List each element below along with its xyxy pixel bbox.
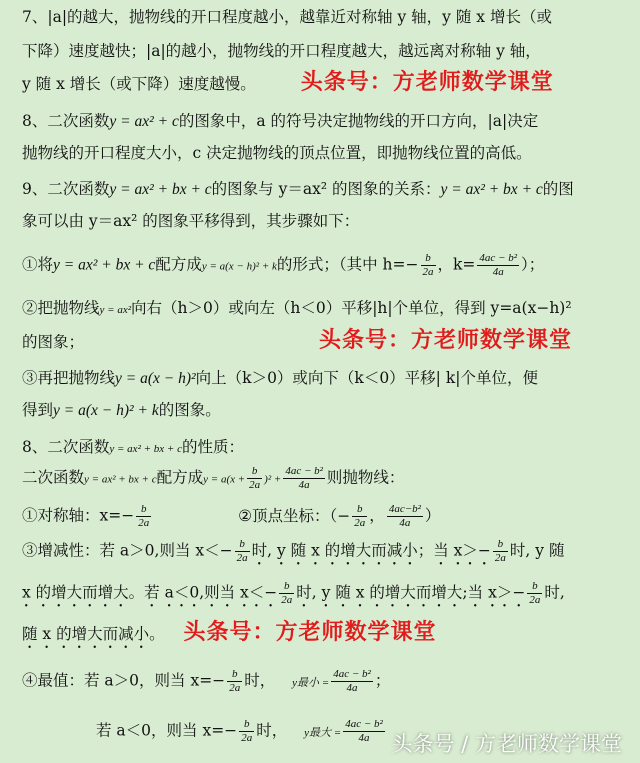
text: 8、二次函数 — [22, 112, 110, 130]
numerator: 4ac−b² — [388, 503, 421, 515]
text: 配方成 — [156, 468, 204, 487]
text: 8、二次函数 — [22, 438, 110, 456]
text: 二次函数 — [22, 468, 85, 487]
formula: y = ax² + bx + c — [53, 256, 156, 274]
text: 随 x 的增大而减小。 — [22, 625, 165, 643]
text: 向上（k＞0）或向下（k＜0）平移| k|个单位，便 — [195, 369, 538, 387]
denominator: 2a — [422, 266, 434, 278]
fraction — [283, 465, 325, 492]
fraction — [239, 718, 254, 745]
formula: y = ax² — [99, 304, 132, 316]
numerator: b — [247, 465, 262, 479]
text: ，k= — [437, 255, 476, 274]
denominator: 2a — [529, 594, 541, 606]
text: 配方成 — [155, 255, 202, 274]
text: ①对称轴：x=− — [22, 506, 135, 525]
brand-text-3: 头条号：方老师数学课堂 — [183, 620, 437, 645]
formula: y = ax² + bx + c — [84, 473, 157, 486]
numerator: b — [239, 718, 254, 732]
denominator: 2a — [229, 682, 241, 694]
denominator: 4a — [346, 682, 358, 694]
text: 的图象中，a 的符号决定抛物线的开口方向，|a|决定 — [178, 112, 539, 130]
text-line-4 — [22, 110, 632, 133]
text: 的图象。 — [158, 401, 221, 419]
text-line-6 — [22, 178, 632, 201]
formula: y = a(x − h)² + k — [53, 402, 159, 419]
numerator: b — [136, 503, 151, 517]
text-line-7 — [22, 210, 632, 232]
text-line-2 — [22, 40, 632, 62]
fraction — [352, 503, 367, 530]
text: 时， — [244, 671, 276, 690]
formula: y = ax² + c — [109, 113, 179, 130]
fraction — [387, 503, 423, 530]
formula: y最小 = — [292, 676, 330, 689]
fraction — [493, 538, 508, 565]
text-line-19 — [22, 668, 632, 695]
text-line-18 — [22, 622, 632, 652]
formula: y最大 = — [304, 726, 342, 739]
numerator: 4ac − b² — [285, 465, 323, 477]
text: ③再把抛物线 — [22, 369, 116, 387]
text: 时, — [544, 583, 565, 602]
text: 得到 — [22, 401, 54, 419]
text: 的图象与 y＝ax² 的图象的关系： — [211, 180, 441, 198]
text: 的性质： — [181, 438, 244, 456]
text-line-16 — [22, 538, 632, 569]
brand-text-1: 头条号：方老师数学课堂 — [300, 70, 554, 95]
text: ②顶点坐标：（− — [238, 506, 351, 525]
text: ④最值：若 a＞0，则当 x=− — [22, 671, 226, 690]
text: 时， — [256, 721, 288, 740]
numerator: b — [227, 668, 242, 682]
text: 的图 — [542, 180, 574, 198]
fraction — [343, 718, 385, 745]
text-line-5 — [22, 142, 632, 164]
text-line-11 — [22, 367, 632, 390]
text: 时, y 随 x 的增大而减小；当 x＞− — [251, 541, 491, 560]
text: 时, y 随 x 的增大而增大;当 x＞− — [296, 583, 526, 602]
text: ①将 — [22, 255, 54, 274]
text: ， — [369, 506, 385, 525]
formula: y = ax² + bx + c — [440, 181, 543, 198]
text: 向右（h＞0）或向左（h＜0）平移|h|个单位，得到 y=a(x−h)² — [131, 299, 572, 317]
numerator: b — [279, 580, 294, 594]
formula: y = a(x − h)² + k — [201, 260, 277, 273]
denominator: 2a — [241, 732, 253, 744]
text-line-12 — [22, 399, 632, 422]
numerator: 4ac − b² — [333, 668, 371, 680]
formula: )² + — [264, 473, 282, 486]
formula: y = a(x + — [203, 473, 246, 486]
denominator: 4a — [399, 517, 411, 529]
text-line-1 — [22, 6, 632, 28]
denominator: 2a — [281, 594, 293, 606]
text: 下降）速度越快；|a|的越小，抛物线的开口程度越大，越远离对称轴 y 轴， — [22, 42, 541, 60]
fraction — [227, 668, 242, 695]
text: 的图象； — [22, 333, 85, 351]
formula: y = ax² + bx + c — [109, 181, 212, 198]
fraction — [247, 465, 262, 492]
text-line-9 — [22, 297, 632, 321]
text-line-17 — [22, 580, 632, 611]
fraction — [421, 252, 436, 279]
fraction — [331, 668, 373, 695]
fraction — [279, 580, 294, 607]
denominator: 2a — [138, 517, 150, 529]
text: ） — [424, 506, 441, 525]
fraction — [235, 538, 250, 565]
denominator: 4a — [492, 266, 504, 278]
denominator: 4a — [358, 732, 370, 744]
numerator: 4ac − b² — [479, 252, 518, 264]
text-line-13 — [22, 436, 632, 460]
text-line-8 — [22, 252, 632, 279]
denominator: 2a — [494, 552, 506, 564]
text-line-3 — [22, 72, 632, 95]
brand-text-2: 头条号：方老师数学课堂 — [318, 328, 572, 353]
numerator: b — [235, 538, 250, 552]
text: 时, y 随 — [509, 541, 565, 560]
text: y 随 x 增长（或下降）速度越慢。 — [22, 75, 256, 93]
text: 7、|a|的越大，抛物线的开口程度越小，越靠近对称轴 y 轴，y 随 x 增长（或 — [22, 8, 552, 26]
fraction — [136, 503, 151, 530]
numerator: b — [352, 503, 367, 517]
text-line-15 — [22, 503, 632, 530]
denominator: 4a — [298, 479, 310, 491]
text: 的形式；（其中 h=− — [276, 255, 419, 274]
text: 若 a＜0，则当 x=− — [96, 721, 238, 740]
denominator: 2a — [249, 479, 261, 491]
text: ③增减性：若 a＞0,则当 x＜− — [22, 541, 233, 560]
text-line-14 — [22, 465, 632, 492]
formula: y = a(x − h)² — [115, 370, 196, 387]
text-line-10 — [22, 330, 632, 353]
text: ）； — [521, 255, 545, 274]
fraction — [527, 580, 542, 607]
watermark: 头条号 / 方老师数学课堂 — [391, 732, 622, 756]
numerator: b — [493, 538, 508, 552]
numerator: b — [421, 252, 436, 266]
numerator: 4ac − b² — [345, 718, 383, 730]
fraction — [477, 252, 519, 279]
text: ； — [374, 671, 391, 690]
text: 9、二次函数 — [22, 180, 110, 198]
denominator: 2a — [236, 552, 248, 564]
denominator: 2a — [354, 517, 366, 529]
text: 象可以由 y＝ax² 的图象平移得到，其步骤如下： — [22, 212, 360, 230]
text: ②把抛物线 — [22, 299, 100, 317]
text: 则抛物线： — [326, 468, 405, 487]
text: 抛物线的开口程度大小，c 决定抛物线的顶点位置，即抛物线位置的高低。 — [22, 144, 532, 162]
text: x 的增大而增大。若 a＜0,则当 x＜− — [22, 583, 278, 602]
formula: y = ax² + bx + c — [109, 443, 182, 455]
numerator: b — [527, 580, 542, 594]
